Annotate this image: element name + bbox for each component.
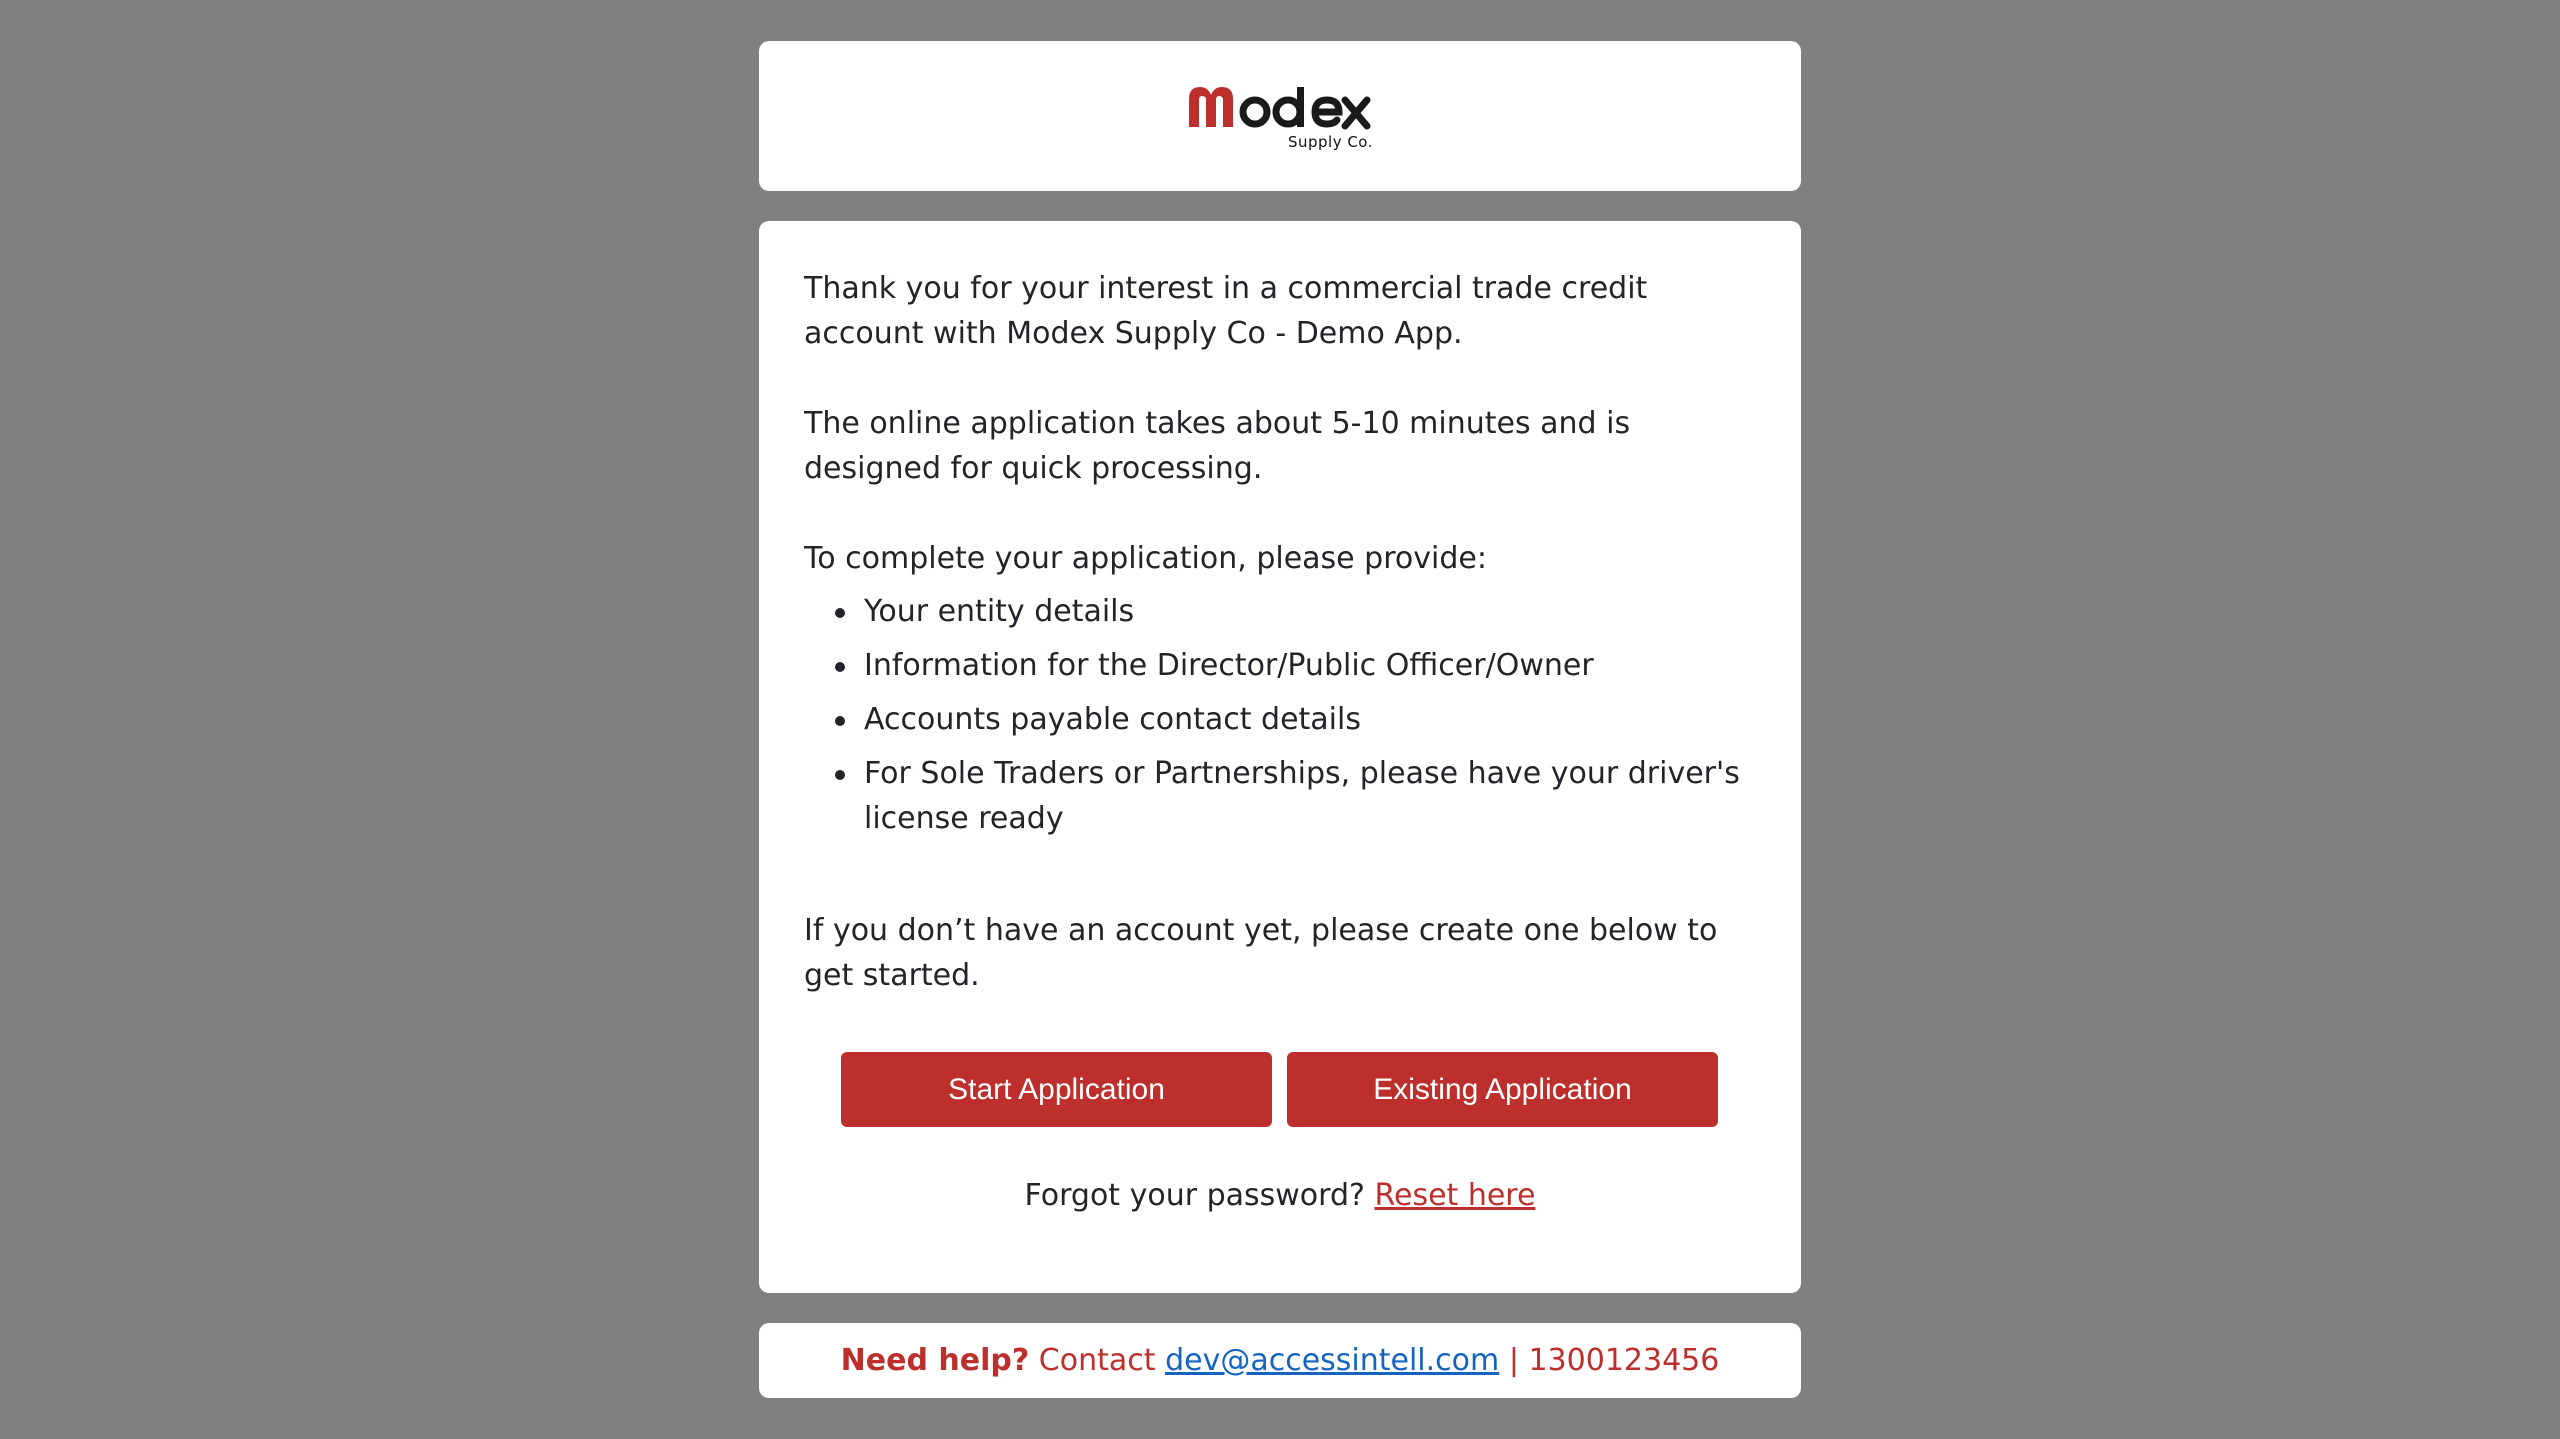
help-phone: 1300123456	[1528, 1343, 1720, 1378]
duration-paragraph: The online application takes about 5-10 minutes and is designed for quick processing.	[804, 406, 1631, 486]
brand-logo-mark	[1185, 81, 1375, 133]
reset-password-link[interactable]: Reset here	[1374, 1178, 1536, 1213]
list-item: Accounts payable contact details	[864, 697, 1756, 742]
spacer	[804, 850, 1756, 908]
brand-subtitle: Supply Co.	[1287, 133, 1373, 151]
forgot-password	[759, 1176, 1801, 1216]
help-separator: |	[1508, 1343, 1519, 1378]
help-card	[759, 1323, 1801, 1398]
forgot-password-text: Forgot your password?	[1024, 1178, 1365, 1213]
start-application-button[interactable]: Start Application	[841, 1052, 1272, 1127]
intro-paragraph: Thank you for your interest in a commercial trade credit account with Modex Supply Co - Demo App.	[804, 271, 1648, 351]
list-item: Information for the Director/Public Officer/Owner	[864, 643, 1756, 688]
action-buttons	[841, 1052, 1718, 1127]
list-item: Your entity details	[864, 589, 1756, 634]
list-item: For Sole Traders or Partnerships, please have your driver's license ready	[864, 751, 1756, 841]
requirements-intro: To complete your application, please provide:	[804, 541, 1487, 576]
main-card	[759, 221, 1801, 1293]
help-email-link[interactable]: dev@accessintell.com	[1165, 1343, 1500, 1378]
help-contact-text: Contact	[1038, 1343, 1156, 1378]
brand-logo	[1185, 81, 1375, 151]
logo-card	[759, 41, 1801, 191]
existing-application-button[interactable]: Existing Application	[1287, 1052, 1718, 1127]
requirements-list	[804, 589, 1756, 841]
create-account-paragraph: If you don’t have an account yet, please create one below to get started.	[804, 913, 1718, 993]
help-label: Need help?	[840, 1343, 1030, 1378]
